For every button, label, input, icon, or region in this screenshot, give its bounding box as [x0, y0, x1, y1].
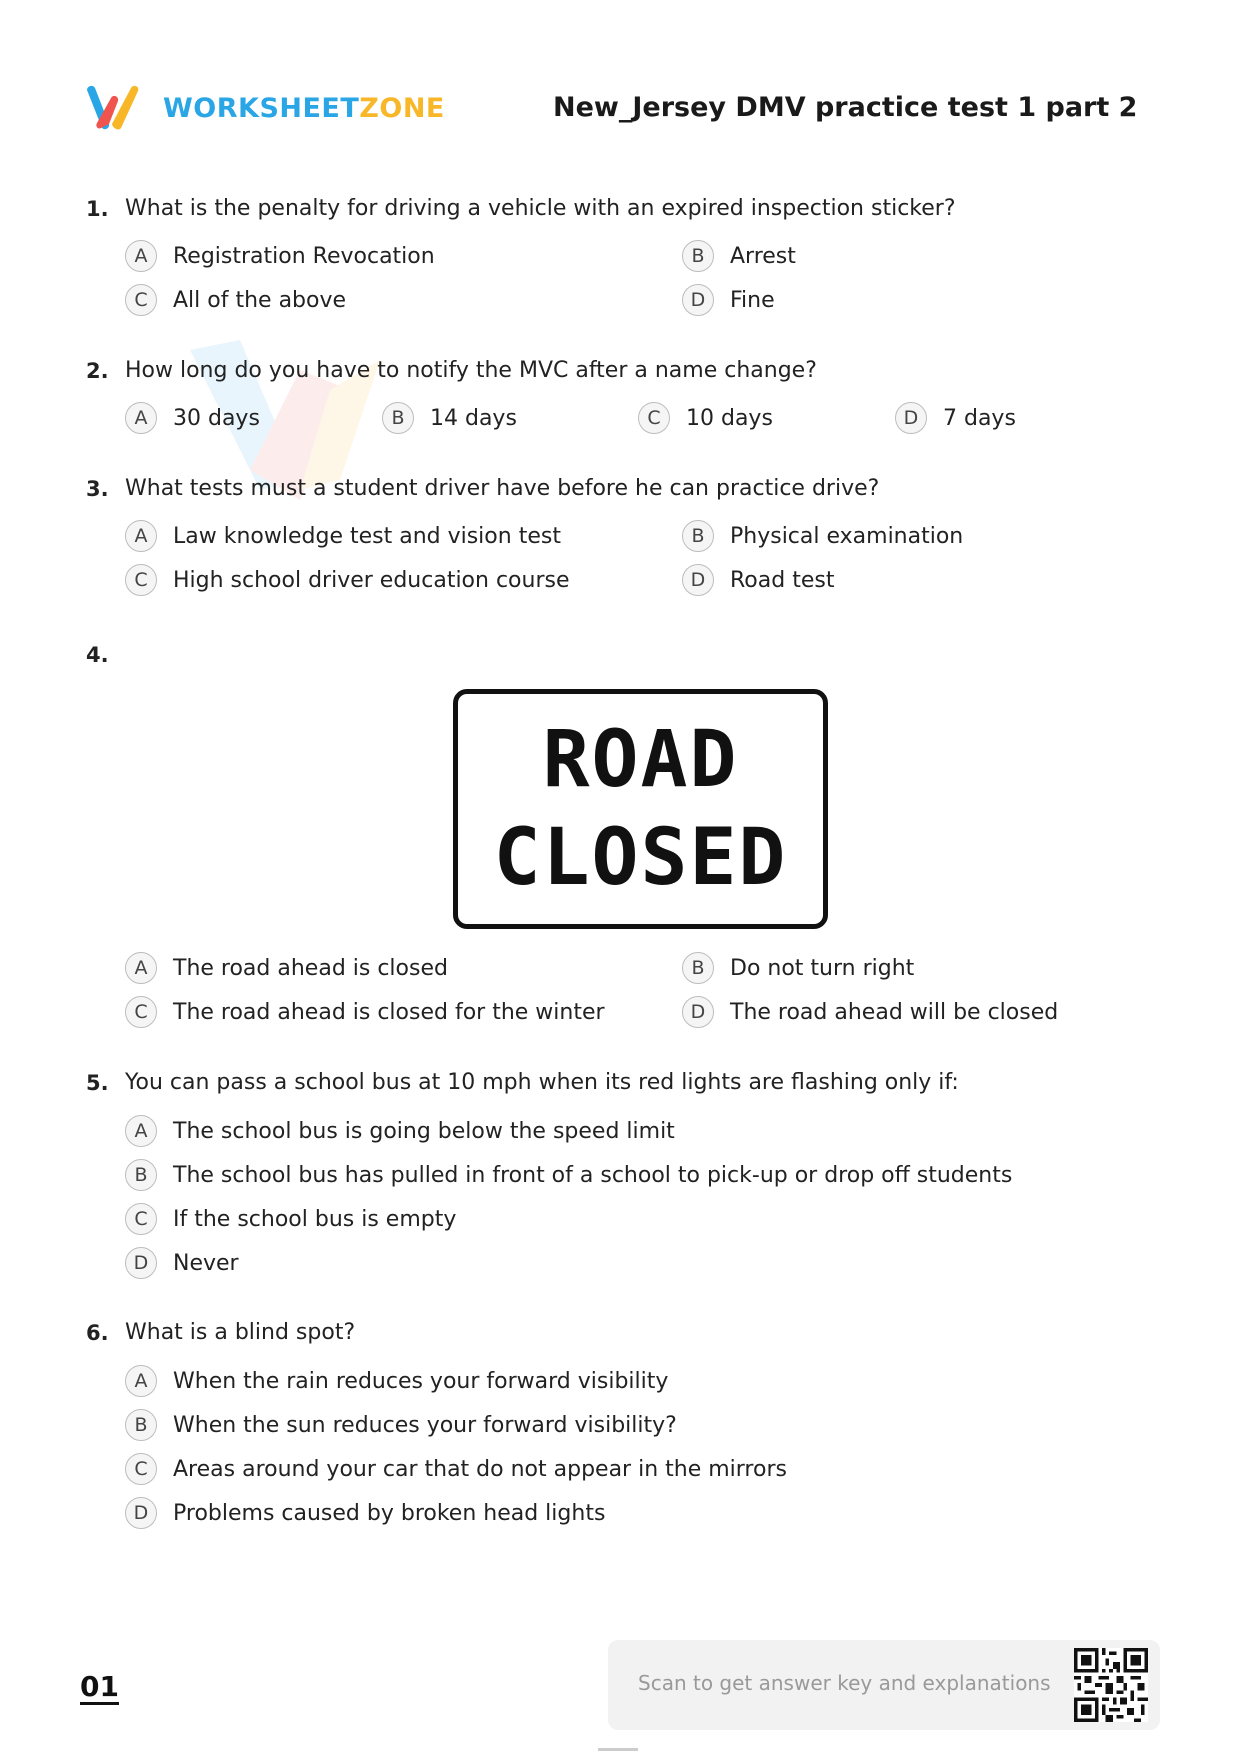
- option-text: The road ahead is closed for the winter: [173, 999, 605, 1025]
- answer-option[interactable]: [682, 240, 796, 272]
- option-letter-badge: D: [682, 284, 714, 316]
- option-letter-badge: D: [895, 402, 927, 434]
- option-letter-badge: C: [125, 1453, 157, 1485]
- answer-key-scan-box[interactable]: [608, 1640, 1160, 1730]
- sign-text-line2: CLOSED: [493, 813, 788, 903]
- question-number: 2.: [86, 359, 109, 383]
- option-letter-badge: C: [125, 564, 157, 596]
- question-number: 5.: [86, 1071, 109, 1095]
- option-letter-badge: C: [125, 1203, 157, 1235]
- option-text: The road ahead is closed: [173, 955, 448, 981]
- option-text: 14 days: [430, 405, 517, 431]
- option-letter-badge: A: [125, 402, 157, 434]
- question-number: 3.: [86, 477, 109, 501]
- answer-option[interactable]: [125, 1365, 668, 1397]
- answer-option[interactable]: [125, 1409, 677, 1441]
- answer-option[interactable]: [895, 402, 1016, 434]
- option-text: Do not turn right: [730, 955, 915, 981]
- option-text: When the sun reduces your forward visibility?: [173, 1412, 677, 1438]
- qr-code-icon[interactable]: [1074, 1648, 1148, 1722]
- answer-option[interactable]: [682, 284, 775, 316]
- option-text: The school bus has pulled in front of a school to pick-up or drop off students: [173, 1162, 1013, 1188]
- option-text: Registration Revocation: [173, 243, 435, 269]
- answer-option[interactable]: [125, 952, 448, 984]
- answer-option[interactable]: [682, 520, 963, 552]
- option-letter-badge: A: [125, 240, 157, 272]
- option-text: The road ahead will be closed: [730, 999, 1059, 1025]
- option-letter-badge: A: [125, 520, 157, 552]
- worksheetzone-logo[interactable]: [85, 84, 445, 132]
- answer-option[interactable]: [382, 402, 517, 434]
- option-text: If the school bus is empty: [173, 1206, 457, 1232]
- logo-text: [163, 93, 445, 124]
- question-number: 6.: [86, 1321, 109, 1345]
- answer-option[interactable]: [125, 402, 260, 434]
- option-letter-badge: B: [125, 1409, 157, 1441]
- logo-mark-icon: [85, 84, 151, 132]
- answer-option[interactable]: [125, 1453, 787, 1485]
- option-text: The school bus is going below the speed limit: [173, 1118, 675, 1144]
- answer-option[interactable]: [682, 996, 1058, 1028]
- question-number: 1.: [86, 197, 109, 221]
- answer-option[interactable]: [125, 1247, 239, 1279]
- question-text: How long do you have to notify the MVC after a name change?: [125, 358, 817, 383]
- answer-option[interactable]: [125, 996, 605, 1028]
- option-text: Physical examination: [730, 523, 964, 549]
- option-text: High school driver education course: [173, 567, 570, 593]
- option-letter-badge: D: [125, 1247, 157, 1279]
- option-text: Never: [173, 1250, 239, 1276]
- answer-option[interactable]: [125, 284, 346, 316]
- option-letter-badge: A: [125, 1365, 157, 1397]
- option-text: 10 days: [686, 405, 773, 431]
- scan-prompt-text: Scan to get answer key and explanations: [638, 1671, 1051, 1695]
- option-text: When the rain reduces your forward visibility: [173, 1368, 669, 1394]
- answer-option[interactable]: [125, 564, 570, 596]
- answer-option[interactable]: [125, 1159, 1012, 1191]
- option-letter-badge: C: [125, 996, 157, 1028]
- answer-option[interactable]: [125, 1115, 675, 1147]
- option-letter-badge: D: [125, 1497, 157, 1529]
- answer-option[interactable]: [682, 564, 834, 596]
- option-letter-badge: A: [125, 1115, 157, 1147]
- option-text: Areas around your car that do not appear in the mirrors: [173, 1456, 787, 1482]
- sign-text-line1: ROAD: [542, 715, 739, 805]
- question-number: 4.: [86, 643, 109, 667]
- answer-option[interactable]: [125, 1203, 456, 1235]
- option-letter-badge: B: [682, 520, 714, 552]
- option-letter-badge: D: [682, 996, 714, 1028]
- answer-option[interactable]: [125, 1497, 605, 1529]
- answer-option[interactable]: [638, 402, 773, 434]
- question-text: You can pass a school bus at 10 mph when its red lights are flashing only if:: [125, 1070, 959, 1095]
- logo-text-part2: ZONE: [359, 92, 445, 124]
- question-text: What is the penalty for driving a vehicle with an expired inspection sticker?: [125, 196, 956, 221]
- option-text: Law knowledge test and vision test: [173, 523, 561, 549]
- option-letter-badge: A: [125, 952, 157, 984]
- option-letter-badge: B: [125, 1159, 157, 1191]
- answer-option[interactable]: [682, 952, 914, 984]
- option-text: All of the above: [173, 287, 347, 313]
- page-number: 01: [80, 1670, 119, 1703]
- logo-text-part1: WORKSHEET: [163, 92, 360, 124]
- option-text: 30 days: [173, 405, 260, 431]
- option-text: 7 days: [943, 405, 1016, 431]
- option-letter-badge: C: [125, 284, 157, 316]
- page-title: New_Jersey DMV practice test 1 part 2: [553, 92, 1138, 123]
- bottom-divider: [598, 1748, 638, 1751]
- option-letter-badge: B: [682, 952, 714, 984]
- option-letter-badge: C: [638, 402, 670, 434]
- option-text: Road test: [730, 567, 835, 593]
- option-text: Arrest: [730, 243, 796, 269]
- road-closed-sign-image: [453, 689, 828, 929]
- option-letter-badge: B: [682, 240, 714, 272]
- option-letter-badge: D: [682, 564, 714, 596]
- option-letter-badge: B: [382, 402, 414, 434]
- question-text: What tests must a student driver have before he can practice drive?: [125, 476, 880, 501]
- answer-option[interactable]: [125, 240, 435, 272]
- option-text: Problems caused by broken head lights: [173, 1500, 606, 1526]
- question-text: What is a blind spot?: [125, 1320, 356, 1345]
- option-text: Fine: [730, 287, 775, 313]
- answer-option[interactable]: [125, 520, 561, 552]
